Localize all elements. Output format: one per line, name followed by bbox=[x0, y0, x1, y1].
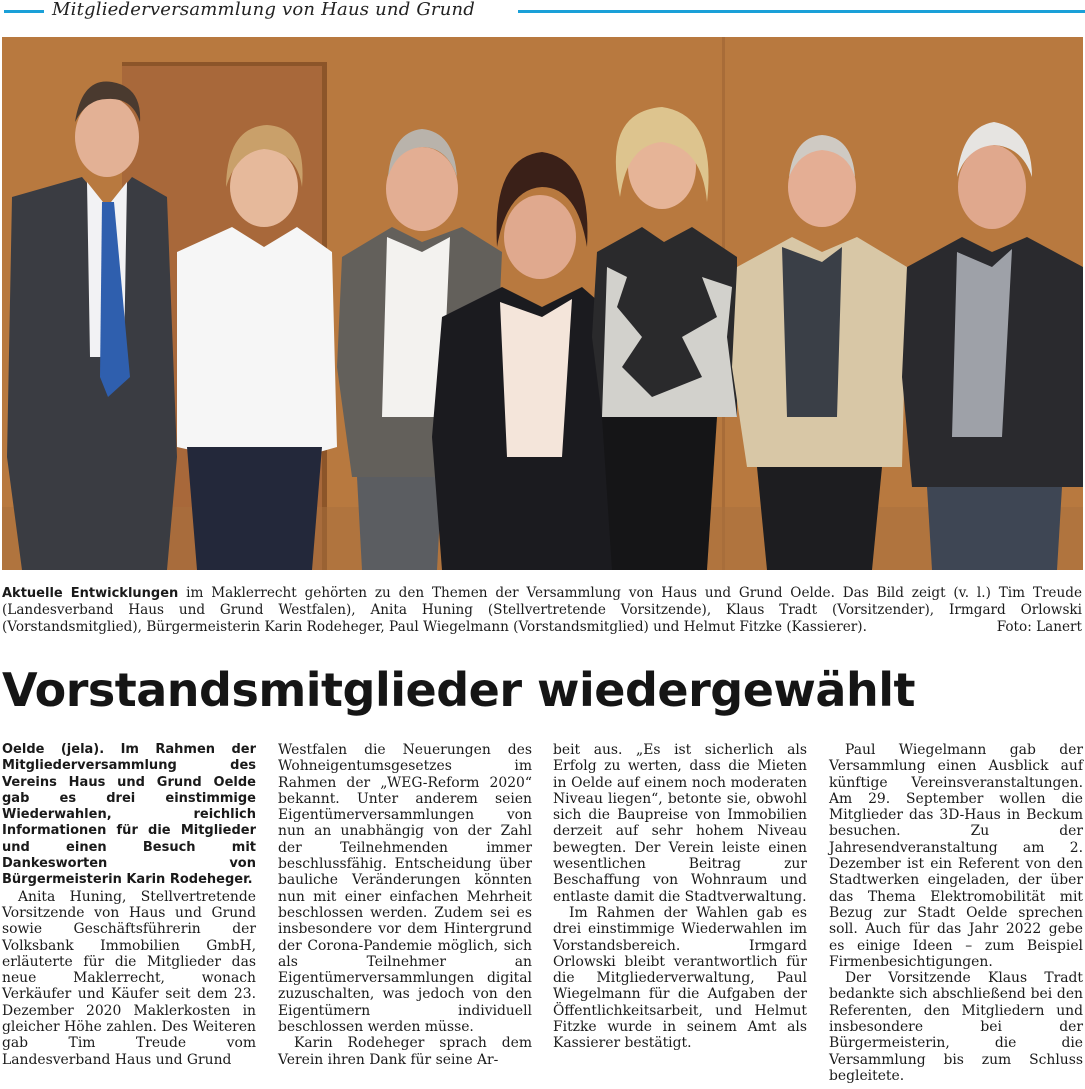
article-lead: Oelde (jela). Im Rahmen der Mitgliederversammlung des Vereins Haus und Grund Oelde gab es drei einstimmige Wiederwahlen, reichlich Informationen für die Mitglieder und einen Besuch mit Dankesworten von Bürgermeisterin Karin Rodeheger. bbox=[2, 742, 256, 888]
article-paragraph: Westfalen die Neuerungen des Wohneigentumsgesetzes im Rahmen der „WEG-Reform 2020“ bekannt. Unter anderem seien Eigentümerversammlungen von nun an unabhängig von der Zahl der Teilnehmenden immer beschlussfähig. Entscheidung über bauliche Veränderungen könnten nun mit einer einfachen Mehrheit beschlossen werden. Zudem sei es insbesondere vor dem Hintergrund der Corona-Pandemie möglich, sich als Teilnehmer an Eigentümerversammlungen digital zuzuschalten, was jedoch von den Eigentümern individuell beschlossen werden müsse. bbox=[278, 742, 532, 1036]
caption-lead: Aktuelle Entwicklungen bbox=[2, 586, 179, 601]
kicker bbox=[0, 0, 1085, 24]
article-paragraph: beit aus. „Es ist sicherlich als Erfolg zu werten, dass die Mieten in Oelde auf einem noch moderaten Niveau liegen“, betonte sie, obwohl sich die Baupreise von Immobilien derzeit auf sehr hohem Niveau bewegten. Der Verein leiste einen wesentlichen Beitrag zur Beschaffung von Wohnraum und entlaste damit die Stadtverwaltung. bbox=[553, 742, 807, 905]
group-photo bbox=[2, 37, 1083, 570]
photo-caption bbox=[2, 585, 1082, 636]
kicker-rule-right bbox=[518, 10, 1085, 13]
article-column-3 bbox=[553, 742, 807, 1052]
article-paragraph: Karin Rodeheger sprach dem Verein ihren Dank für seine Ar- bbox=[278, 1035, 532, 1068]
caption-text: im Maklerrecht gehörten zu den Themen der Versammlung von Haus und Grund Oelde. Das Bild zeigt (v. l.) Tim Treude (Landesverband Haus und Grund Westfalen), Anita Huning (Stellvertretende Vorsitzende), Klaus Tradt (Vorsitzender), Irmgard Orlowski (Vorstandsmitglied), Bürgermeisterin Karin Rodeheger, Paul Wiegelmann (Vorstandsmitglied) und Helmut Fitzke (Kassierer). bbox=[2, 585, 1082, 635]
group-photo-icon bbox=[2, 37, 1083, 570]
article-paragraph: Der Vorsitzende Klaus Tradt bedankte sich abschließend bei den Referenten, den Mitgliedern und insbesondere bei der Bürgermeisterin, die die Versammlung bis zum Schluss begleitete. bbox=[829, 970, 1083, 1084]
headline: Vorstandsmitglieder wiedergewählt bbox=[2, 663, 915, 717]
article-column-2 bbox=[278, 742, 532, 1068]
kicker-rule-left bbox=[4, 10, 44, 13]
article-paragraph: Anita Huning, Stellvertretende Vorsitzende von Haus und Grund sowie Geschäftsführerin der Volksbank Immobilien GmbH, erläuterte für die Mitglieder das neue Maklerrecht, wonach Verkäufer und Käufer seit dem 23. Dezember 2020 Maklerkosten in gleicher Höhe zahlen. Des Weiteren gab Tim Treude vom Landesverband Haus und Grund bbox=[2, 888, 256, 1068]
article-paragraph: Im Rahmen der Wahlen gab es drei einstimmige Wiederwahlen im Vorstandsbereich. Irmgard Orlowski bleibt verantwortlich für die Mitgliederverwaltung, Paul Wiegelmann für die Aufgaben der Öffentlichkeitsarbeit, und Helmut Fitzke wurde in seinem Amt als Kassierer bestätigt. bbox=[553, 904, 807, 1052]
kicker-text: Mitgliederversammlung von Haus und Grund bbox=[52, 0, 476, 20]
photo-credit: Foto: Lanert bbox=[996, 619, 1082, 635]
article-paragraph: Paul Wiegelmann gab der Versammlung einen Ausblick auf künftige Vereinsveranstaltungen. Am 29. September wollen die Mitglieder das 3D-Haus in Beckum besuchen. Zu der Jahresendveranstaltung am 2. Dezember ist ein Referent von den Stadtwerken eingeladen, der über das Thema Elektromobilität mit Bezug zur Stadt Oelde sprechen soll. Auch für das Jahr 2022 gebe es einige Ideen – zum Beispiel Firmenbesichtigungen. bbox=[829, 742, 1083, 970]
article-column-1 bbox=[2, 742, 256, 1068]
article-column-4 bbox=[829, 742, 1083, 1084]
